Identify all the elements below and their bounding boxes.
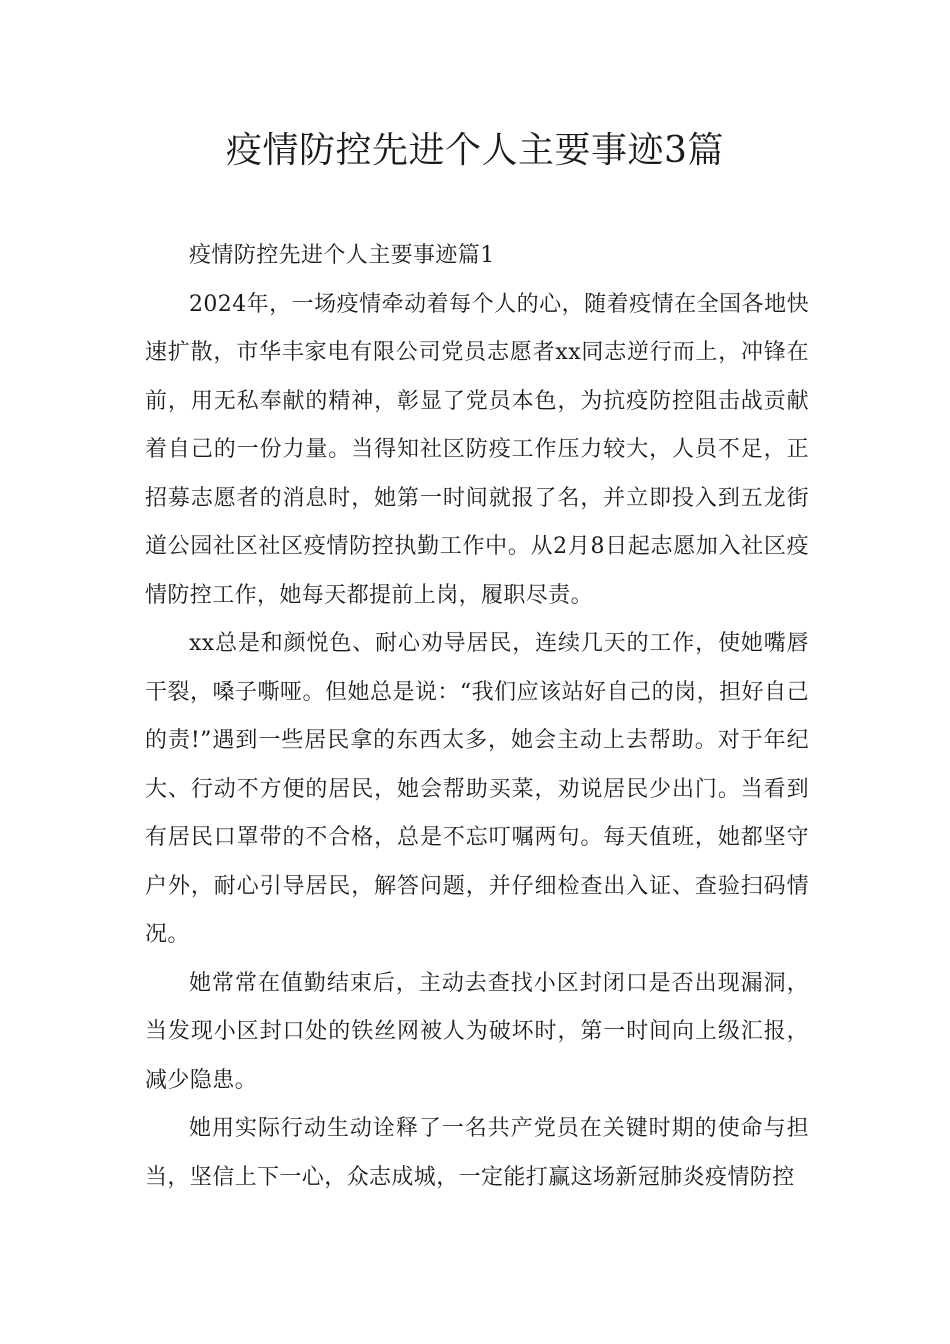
document-title: 疫情防控先进个人主要事迹3篇 bbox=[226, 130, 724, 171]
section-heading: 疫情防控先进个人主要事迹篇1 bbox=[189, 243, 495, 268]
paragraph: 她常常在值勤结束后，主动去查找小区封闭口是否出现漏洞，当发现小区封口处的铁丝网被人为破坏时，第一时间向上级汇报，减少隐患。 bbox=[145, 970, 809, 1093]
paragraph: 2024年，一场疫情牵动着每个人的心，随着疫情在全国各地快速扩散，市华丰家电有限公司党员志愿者xx同志逆行而上，冲锋在前，用无私奉献的精神，彰显了党员本色，为抗疫防控阻击战贡献着自己的一份力量。当得知社区防疫工作压力较大，人员不足，正招募志愿者的消息时，她第一时间就报了名，并立即投入到五龙街道公园社区社区疫情防控执勤工作中。从2月8日起志愿加入社区疫情防控工作，她每天都提前上岗，履职尽责。 bbox=[145, 291, 809, 608]
paragraph: 她用实际行动生动诠释了一名共产党员在关键时期的使命与担当，坚信上下一心，众志成城，一定能打赢这场新冠肺炎疫情防控 bbox=[145, 1116, 809, 1190]
paragraph: xx总是和颜悦色、耐心劝导居民，连续几天的工作，使她嘴唇干裂，嗓子嘶哑。但她总是说：“我们应该站好自己的岗，担好自己的责!”遇到一些居民拿的东西太多，她会主动上去帮助。对于年纪大、行动不方便的居民，她会帮助买菜，劝说居民少出门。当看到有居民口罩带的不合格，总是不忘叮嘱两句。每天值班，她都坚守户外，耐心引导居民，解答问题，并仔细检查出入证、查验扫码情况。 bbox=[145, 631, 809, 947]
document-body bbox=[145, 232, 809, 1202]
